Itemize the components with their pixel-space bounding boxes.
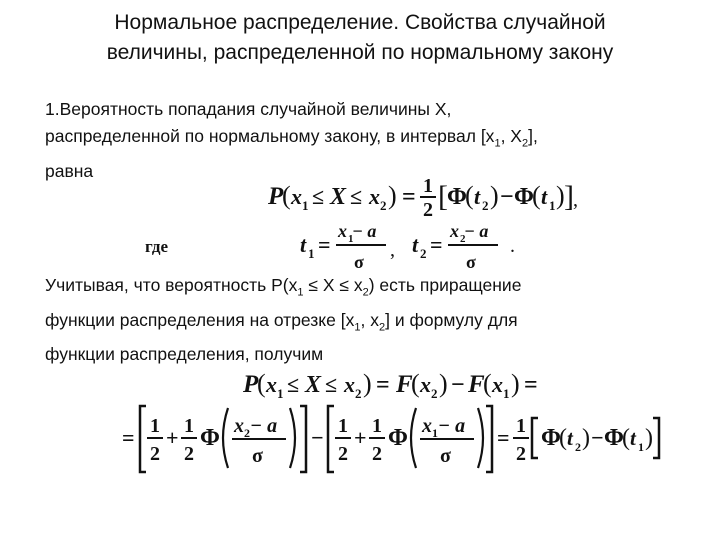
f2-le: ≤ xyxy=(325,372,338,397)
w-num-rest: − a xyxy=(352,222,377,241)
f3-half-den: 2 xyxy=(338,443,348,465)
p1-text: ], xyxy=(528,126,538,146)
paragraph-2-line-3: функции распределения, получим xyxy=(45,344,324,364)
f1-paren: ) xyxy=(556,181,565,210)
f3-half-den: 2 xyxy=(372,443,382,465)
p1-text: , X xyxy=(500,126,522,146)
p2-sub: 2 xyxy=(362,286,369,299)
w-den: σ xyxy=(354,252,364,272)
f2-paren: ) xyxy=(511,369,520,398)
f2-minus: − xyxy=(451,372,465,398)
f1-rparen: ) xyxy=(388,181,397,210)
p2-text: ] и формулу для xyxy=(385,309,518,330)
f3-num-x: x xyxy=(234,415,244,437)
f3-half-den: 2 xyxy=(184,443,194,465)
f1-le: ≤ xyxy=(350,184,363,209)
f3-paren xyxy=(478,408,483,468)
f1-x: x xyxy=(369,184,380,209)
w-sub: 1 xyxy=(308,246,315,261)
w-num-sub: 1 xyxy=(348,233,354,245)
f3-paren xyxy=(411,408,416,468)
paragraph-1-line-3: равна xyxy=(45,160,94,181)
f2-P: P xyxy=(243,371,259,398)
p2-sub: 2 xyxy=(378,321,386,333)
f3-Phi: Φ xyxy=(200,425,220,451)
f2-paren: ( xyxy=(411,369,420,398)
f3-rbracket xyxy=(300,406,306,472)
paragraph-2 xyxy=(45,272,695,368)
p2-text: ) есть приращение xyxy=(368,275,522,295)
f3-paren xyxy=(290,408,295,468)
p1-sub: 1 xyxy=(494,137,501,150)
f3-sigma: σ xyxy=(440,445,451,467)
f2-sub: 1 xyxy=(503,386,510,401)
f3-half-num: 1 xyxy=(150,415,160,437)
f1-Phi: Φ xyxy=(447,184,467,210)
f3-plus: + xyxy=(354,425,367,450)
f1-t: t xyxy=(541,184,548,209)
f3-lbracket xyxy=(140,406,146,472)
f3-Phi: Φ xyxy=(388,425,408,451)
f3-lbracket xyxy=(328,406,334,472)
f3-paren xyxy=(223,408,228,468)
f1-frac-den: 2 xyxy=(423,199,433,221)
p1-text: распределенной по нормальному закону, в интервал [x xyxy=(45,126,495,146)
w-t: t xyxy=(300,232,307,257)
w-t: t xyxy=(412,232,419,257)
f1-le: ≤ xyxy=(312,184,325,209)
f3-half-num: 1 xyxy=(338,415,348,437)
f2-paren: ( xyxy=(257,369,266,398)
f1-rbracket: ] xyxy=(564,180,574,213)
f2-X: X xyxy=(305,372,322,398)
f3-Phi: Φ xyxy=(604,425,624,451)
f3-minus: − xyxy=(591,425,604,450)
f2-eq: = xyxy=(524,372,538,398)
f2-x: x xyxy=(266,372,277,397)
f2-paren: ) xyxy=(439,369,448,398)
f3-paren: ) xyxy=(645,425,653,451)
f1-Phi: Φ xyxy=(514,184,534,210)
w-den: σ xyxy=(466,252,476,272)
paragraph-2-line-2 xyxy=(45,307,695,342)
p1-sub: 2 xyxy=(521,137,529,150)
p2-sub: 1 xyxy=(297,286,304,299)
f1-paren: ( xyxy=(465,181,474,210)
f3-t: t xyxy=(567,426,573,450)
f3-half-den: 2 xyxy=(516,443,526,465)
paragraph-1-line-1: 1.Вероятность попадания случайной величины X, xyxy=(45,99,452,119)
f3-minus: − xyxy=(311,425,324,450)
f3-Phi: Φ xyxy=(541,425,561,451)
w-num-rest: − a xyxy=(464,222,489,241)
f3-t-sub: 1 xyxy=(638,440,644,454)
f1-sub: 1 xyxy=(302,198,309,213)
f3-num-rest: − a xyxy=(250,415,278,437)
f1-minus: − xyxy=(500,184,514,210)
f1-sub: 2 xyxy=(380,198,387,213)
f2-le: ≤ xyxy=(287,372,300,397)
f1-x: x xyxy=(291,184,302,209)
f3-paren: ) xyxy=(582,425,590,451)
f1-lbracket: [ xyxy=(438,180,448,213)
f3-num-rest: − a xyxy=(438,415,466,437)
f2-paren: ) xyxy=(363,369,372,398)
f3-paren: ( xyxy=(622,425,630,451)
slide-title xyxy=(40,8,680,68)
f3-rbracket xyxy=(653,418,659,458)
f3-lbracket xyxy=(532,418,538,458)
f2-x: x xyxy=(492,372,503,397)
f3-plus: + xyxy=(166,425,179,450)
paragraph-2-line-1 xyxy=(45,272,695,307)
f1-paren: ( xyxy=(532,181,541,210)
w-eq: = xyxy=(430,232,443,257)
p2-sub: 1 xyxy=(354,321,361,333)
w-num-sub: 2 xyxy=(460,233,466,245)
formula-where-t xyxy=(0,222,720,278)
f2-sub: 2 xyxy=(355,386,362,401)
f1-paren: ) xyxy=(490,181,499,210)
p2-text: функции распределения на отрезке [x xyxy=(45,309,355,330)
f1-eq: = xyxy=(402,184,416,210)
f2-F: F xyxy=(468,371,485,398)
p2-text: ≤ X ≤ x xyxy=(303,275,363,295)
w-num-x: x xyxy=(338,222,347,241)
paragraph-1-line-2 xyxy=(45,123,695,158)
f2-x: x xyxy=(344,372,355,397)
f3-sigma: σ xyxy=(252,445,263,467)
f1-X: X xyxy=(330,184,347,210)
w-eq: = xyxy=(318,232,331,257)
f3-num-x: x xyxy=(422,415,432,437)
f2-sub: 2 xyxy=(431,386,438,401)
f3-eq: = xyxy=(122,425,135,450)
f3-num-sub: 1 xyxy=(432,426,438,440)
f2-x: x xyxy=(420,372,431,397)
where-label: где xyxy=(145,237,169,256)
f2-sub: 1 xyxy=(277,386,284,401)
f3-half-num: 1 xyxy=(372,415,382,437)
w-comma: , xyxy=(390,239,395,261)
f3-half-num: 1 xyxy=(184,415,194,437)
f3-t: t xyxy=(630,426,636,450)
f2-paren: ( xyxy=(483,369,492,398)
title-line-1: Нормальное распределение. Свойства случайной xyxy=(114,11,606,34)
f1-sub: 2 xyxy=(482,198,489,213)
f3-rbracket xyxy=(486,406,492,472)
f2-eq: = xyxy=(376,372,390,398)
formula-final-result xyxy=(0,400,720,490)
f3-num-sub: 2 xyxy=(244,426,250,440)
f3-paren: ( xyxy=(559,425,567,451)
w-sub: 2 xyxy=(420,246,427,261)
p2-text: Учитывая, что вероятность P(x xyxy=(45,275,298,295)
title-line-2: величины, распределенной по нормальному закону xyxy=(106,41,614,64)
f3-eq: = xyxy=(497,425,510,450)
f1-frac-num: 1 xyxy=(423,175,433,197)
f3-half-den: 2 xyxy=(150,443,160,465)
f2-F: F xyxy=(396,371,413,398)
f3-t-sub: 2 xyxy=(575,440,581,454)
f1-P: P xyxy=(268,183,284,210)
f1-comma: , xyxy=(573,189,578,211)
f3-half-num: 1 xyxy=(516,415,526,437)
w-num-x: x xyxy=(450,222,459,241)
w-dot: . xyxy=(510,235,515,257)
f1-t: t xyxy=(474,184,481,209)
p2-text: , x xyxy=(360,309,379,330)
f1-lparen: ( xyxy=(282,181,291,210)
f1-sub: 1 xyxy=(549,198,556,213)
